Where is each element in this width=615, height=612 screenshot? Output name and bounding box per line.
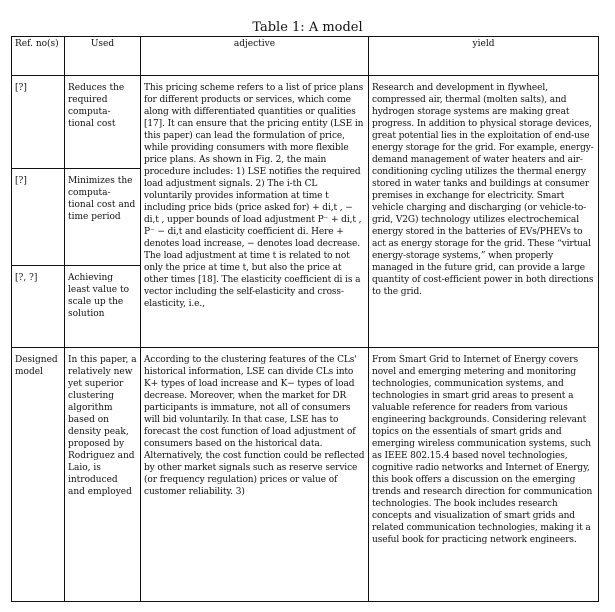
used-cell: Minimizes the computa- tional cost and time period bbox=[65, 169, 141, 266]
used-cell: Reduces the required computa- tional cost bbox=[65, 76, 141, 169]
table-caption: Table 1: A model bbox=[252, 20, 363, 35]
adjective-cell-bottom: According to the clustering features of the CLs' historical information, LSE can divide CLs into K+ types of load increase and K− types of load decrease. Moreover, when the market for DR participants is immature, not all of consumers will bid voluntarily. In that case, LSE has to forecast the cost function of load adjustment of consumers based on the historical data. Alternatively, the cost function could be reflected by other market signals such as reserve service (or frequency regulation) prices or value of customer reliability. 3) bbox=[141, 348, 369, 602]
table-row bbox=[12, 76, 599, 169]
header-ref: Ref. no(s) bbox=[12, 37, 65, 76]
used-cell: Achieving least value to scale up the solution bbox=[65, 266, 141, 348]
table-row bbox=[12, 348, 599, 602]
model-table bbox=[11, 36, 599, 602]
table-header-row bbox=[12, 37, 599, 76]
header-yield: yield bbox=[369, 37, 599, 76]
adjective-cell-top: This pricing scheme refers to a list of price plans for different products or services, which come along with differentiated quantities or qualities [17]. It can ensure that the pricing entity (LSE in this paper) can lead the formulation of price, while providing consumers with more flexible price plans. As shown in Fig. 2, the main procedure includes: 1) LSE notifies the required load adjustment signals. 2) The i-th CL voluntarily provides information at time t including price bids (price asked for) + di,t , − di,t , upper bounds of load adjustment P⁻ + di,t , P⁻ − di,t and elasticity coefficient di. Here + denotes load increase, − denotes load decrease. The load adjustment at time t is related to not only the price at time t, but also the price at other times [18]. The elasticity coefficient di is a vector including the self-elasticity and cross-elasticity, i.e., bbox=[141, 76, 369, 348]
yield-cell-top: Research and development in flywheel, compressed air, thermal (molten salts), and hydrogen storage systems are making great progress. In addition to physical storage devices, great potential lies in the exploitation of end-use energy storage for the grid. For example, energy-demand management of water heaters and air-conditioning cycling utilizes the thermal energy stored in water tanks and buildings at consumer premises in exchange for electricity. Smart vehicle charging and discharging (or vehicle-to-grid, V2G) technology utilizes electrochemical energy stored in the batteries of EVs/PHEVs to act as energy storage for the grid. These “virtual energy-storage systems,” when properly managed in the future grid, can provide a large quantity of cost-efficient power in both directions to the grid. bbox=[369, 76, 599, 348]
ref-cell: Designed model bbox=[12, 348, 65, 602]
used-cell: In this paper, a relatively new yet superior clustering algorithm based on density peak, proposed by Rodriguez and Laio, is introduced and employed bbox=[65, 348, 141, 602]
header-used: Used bbox=[65, 37, 141, 76]
ref-cell: [?] bbox=[12, 76, 65, 169]
header-adjective: adjective bbox=[141, 37, 369, 76]
ref-cell: [?] bbox=[12, 169, 65, 266]
ref-cell: [?, ?] bbox=[12, 266, 65, 348]
yield-cell-bottom: From Smart Grid to Internet of Energy covers novel and emerging metering and monitoring technologies, communication systems, and technologies in smart grid areas to present a valuable reference for readers from various engineering backgrounds. Considering relevant topics on the essentials of smart grids and emerging wireless communication systems, such as IEEE 802.15.4 based novel technologies, cognitive radio networks and Internet of Energy, this book offers a discussion on the emerging trends and research direction for communication technologies. The book includes research concepts and visualization of smart grids and related communication technologies, making it a useful book for practicing network engineers. bbox=[369, 348, 599, 602]
